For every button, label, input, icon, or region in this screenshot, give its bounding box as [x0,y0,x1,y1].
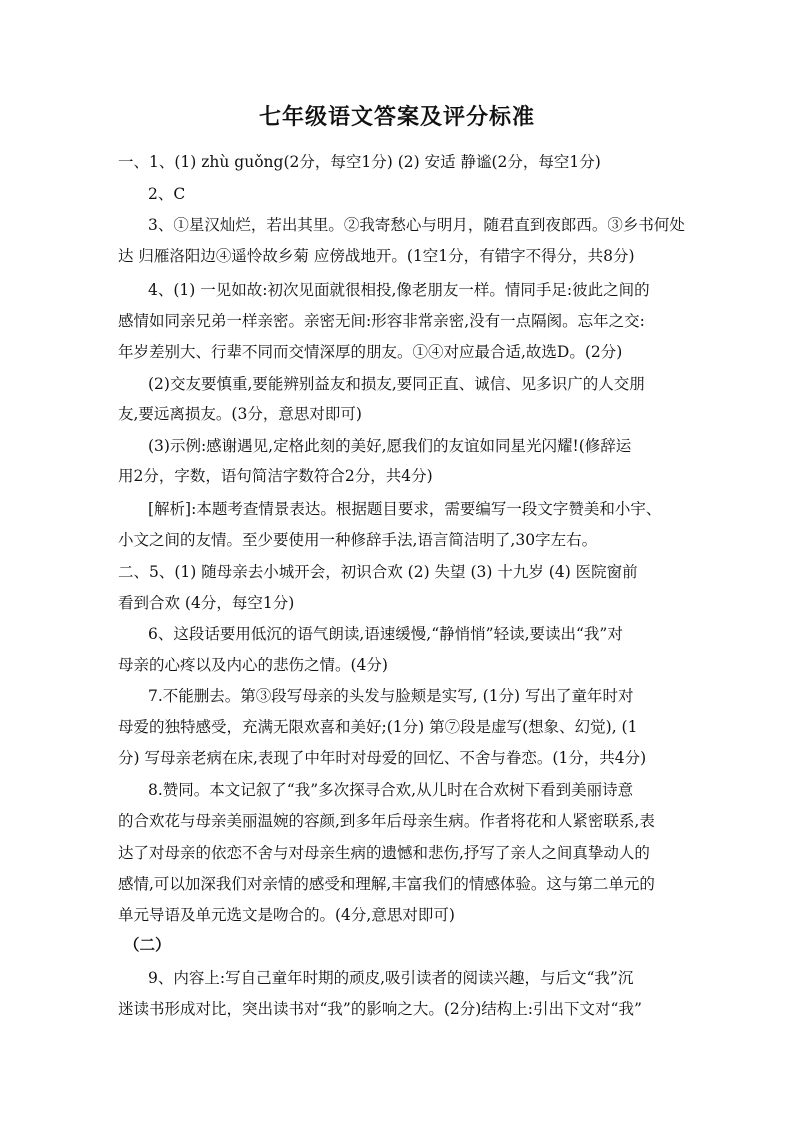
answer-line: 达了对母亲的依恋不舍与对母亲生病的遗憾和悲伤,抒写了亲人之间真挚动人的 [118,844,650,862]
answer-line: 感情如同亲兄弟一样亲密。亲密无间:形容非常亲密,没有一点隔阂。忘年之交: [118,312,645,330]
answer-line: 的合欢花与母亲美丽温婉的容颜,到多年后母亲生病。作者将花和人紧密联系,表 [118,812,655,830]
answer-line: 二、5、(1) 随母亲去小城开会，初识合欢 (2) 失望 (3) 十九岁 (4) 医院窗前 [118,563,638,581]
answer-line: 一、1、(1) zhù guǒng(2分，每空1分) (2) 安适 静谧(2分，每空1分) [118,153,601,171]
answer-line: 4、(1) 一见如故:初次见面就很相投,像老朋友一样。情同手足:彼此之间的 [148,281,650,299]
answer-line: 达 归雁洛阳边④遥怜故乡菊 应傍战地开。(1空1分，有错字不得分，共8分) [118,247,635,265]
answer-line: 迷读书形成对比，突出读书对“我”的影响之大。(2分)结构上:引出下文对“我” [118,1000,642,1018]
answer-line: (3)示例:感谢遇见,定格此刻的美好,愿我们的友谊如同星光闪耀!(修辞运 [148,437,632,455]
section-heading: （二） [124,936,171,954]
answer-line: 9、内容上:写自己童年时期的顽皮,吸引读者的阅读兴趣，与后文“我”沉 [148,969,634,987]
answer-line: (2)交友要慎重,要能辨别益友和损友,要同正直、诚信、见多识广的人交朋 [148,375,645,393]
answer-line: 8.赞同。本文记叙了“我”多次探寻合欢,从儿时在合欢树下看到美丽诗意 [148,781,634,799]
page-title: 七年级语文答案及评分标准 [258,105,535,130]
answer-line: 母爱的独特感受，充满无限欢喜和美好;(1分) 第⑦段是虚写(想象、幻觉), (1 [118,718,638,736]
answer-line: 看到合欢 (4分，每空1分) [118,594,295,612]
answer-line: 年岁差别大、行辈不同而交情深厚的朋友。①④对应最合适,故选D。(2分) [118,343,623,361]
answer-line: 用2分，字数，语句简洁字数符合2分，共4分) [118,467,433,485]
answer-line: 分) 写母亲老病在床,表现了中年时对母爱的回忆、不舍与眷恋。(1分，共4分) [118,749,647,767]
answer-line: 6、这段话要用低沉的语气朗读,语速缓慢,“静悄悄”轻读,要读出“我”对 [148,625,623,643]
answer-line: [解析]:本题考查情景表达。根据题目要求，需要编写一段文字赞美和小宇、 [148,500,662,518]
answer-line: 2、C [148,185,186,203]
answer-line: 友,要远离损友。(3分，意思对即可) [118,405,362,423]
answer-line: 感情,可以加深我们对亲情的感受和理解,丰富我们的情感体验。这与第二单元的 [118,875,655,893]
answer-line: 母亲的心疼以及内心的悲伤之情。(4分) [118,656,388,674]
answer-line: 7.不能删去。第③段写母亲的头发与脸颊是实写, (1分) 写出了童年时对 [148,687,634,705]
answer-line: 小文之间的友情。至少要使用一种修辞手法,语言简洁明了,30字左右。 [118,531,598,549]
answer-line: 单元导语及单元选文是吻合的。(4分,意思对即可) [118,906,455,924]
answer-line: 3、①星汉灿烂，若出其里。②我寄愁心与明月，随君直到夜郎西。③乡书何处 [148,216,685,234]
